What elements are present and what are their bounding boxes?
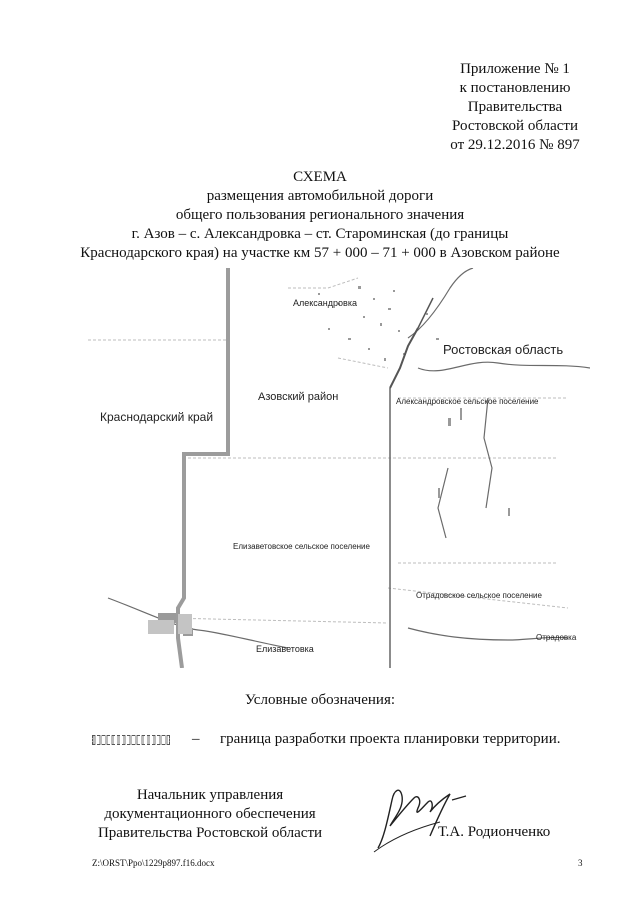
appendix-line: к постановлению <box>459 80 571 96</box>
label-azov-district: Азовский район <box>258 391 339 403</box>
legend-dash: – <box>192 731 200 747</box>
title-line: размещения автомобильной дороги <box>206 188 434 204</box>
title-line: г. Азов – с. Александровка – ст. Староминская (до границы <box>131 226 509 242</box>
label-rostov-region: Ростовская область <box>443 342 564 357</box>
page-number: 3 <box>578 858 583 868</box>
signer-line: Начальник управления <box>136 787 284 803</box>
appendix-line: Ростовской области <box>452 118 578 134</box>
title-line: Краснодарского края) на участке км 57 + 000 – 71 + 000 в Азовском районе <box>80 245 560 261</box>
label-elizavetovka: Елизаветовка <box>256 644 314 654</box>
legend-boundary-swatch <box>92 735 170 745</box>
label-aleksandrovka-settlement: Александровское сельское поселение <box>396 397 539 406</box>
file-path: Z:\ORST\Ppo\1229p897.f16.docx <box>92 858 215 868</box>
signer-line: документационного обеспечения <box>104 806 316 822</box>
label-aleksandrovka: Александровка <box>293 298 357 308</box>
label-krasnodar-krai: Краснодарский край <box>100 410 214 424</box>
title-heading: СХЕМА <box>293 169 347 185</box>
legend-heading: Условные обозначения: <box>244 692 396 708</box>
map-drawing <box>88 268 590 668</box>
legend-row <box>92 731 612 751</box>
document-title <box>40 168 600 263</box>
label-otradovka-settlement: Отрадовское сельское поселение <box>416 591 542 600</box>
label-elizavetovka-settlement: Елизаветовское сельское поселение <box>233 542 370 551</box>
signer-name: Т.А. Родионченко <box>438 824 551 840</box>
appendix-line: от 29.12.2016 № 897 <box>450 137 580 153</box>
appendix-block <box>400 60 630 155</box>
title-line: общего пользования регионального значения <box>175 207 465 223</box>
legend-text: граница разработки проекта планировки территории. <box>220 731 561 747</box>
handwritten-signature <box>370 778 470 856</box>
signer-title <box>80 786 340 843</box>
appendix-line: Правительства <box>467 99 563 115</box>
scheme-map <box>88 268 590 668</box>
label-otradovka: Отрадовка <box>536 633 577 642</box>
signer-line: Правительства Ростовской области <box>97 825 323 841</box>
appendix-line: Приложение № 1 <box>460 61 570 77</box>
